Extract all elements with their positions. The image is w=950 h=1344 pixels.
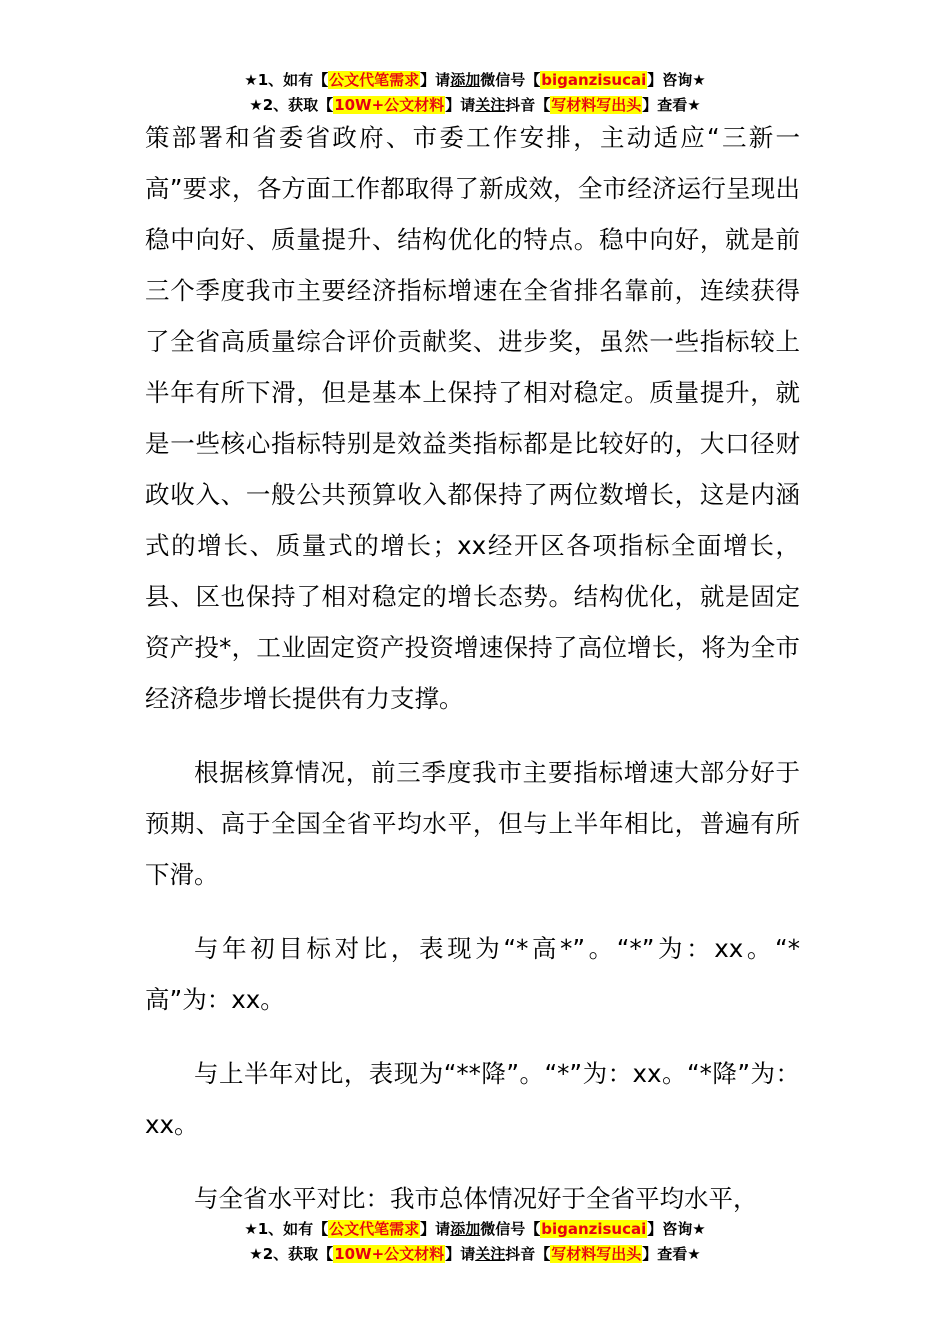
banner-highlight: 公文代笔需求 (329, 71, 420, 89)
banner-text: 】请 (420, 1220, 451, 1238)
banner-text: 】请 (420, 71, 451, 89)
banner-text: ★1、如有【 (244, 1220, 329, 1238)
footer-banner (0, 1217, 950, 1267)
banner-highlight: biganzisucai (541, 1220, 647, 1238)
banner-text: ★2、获取【 (249, 1245, 334, 1263)
banner-text: 】查看★ (642, 96, 701, 114)
paragraph: 与年初目标对比，表现为“*高*”。“*”为：xx。“*高”为：xx。 (145, 934, 800, 1014)
paragraph: 与上半年对比，表现为“**降”。“*”为：xx。“*降”为：xx。 (145, 1059, 800, 1139)
banner-line-1 (0, 1217, 950, 1242)
banner-text: 微信号【 (480, 71, 541, 89)
banner-emphasis: 添加 (450, 71, 481, 89)
banner-text: ★1、如有【 (244, 71, 329, 89)
document-body (145, 112, 800, 1224)
paragraph: 策部署和省委省政府、市委工作安排，主动适应“三新一高”要求，各方面工作都取得了新成效，全市经济运行呈现出稳中向好、质量提升、结构优化的特点。稳中向好，就是前三个季度我市主要经济指标增速在全省排名靠前，连续获得了全省高质量综合评价贡献奖、进步奖，虽然一些指标较上半年有所下滑，但是基本上保持了相对稳定。质量提升，就是一些核心指标特别是效益类指标都是比较好的，大口径财政收入、一般公共预算收入都保持了两位数增长，这是内涵式的增长、质量式的增长；xx经开区各项指标全面增长，县、区也保持了相对稳定的增长态势。结构优化，就是固定资产投*，工业固定资产投资增速保持了高位增长，将为全市经济稳步增长提供有力支撑。 (145, 123, 800, 713)
banner-highlight: 10W+公文材料 (334, 1245, 445, 1263)
banner-text: 】咨询★ (647, 1220, 706, 1238)
header-banner (0, 68, 950, 118)
banner-emphasis: 添加 (450, 1220, 481, 1238)
banner-text: 】咨询★ (647, 71, 706, 89)
banner-emphasis: 关注 (475, 96, 506, 114)
banner-line-1 (0, 68, 950, 93)
banner-text: 抖音【 (505, 96, 551, 114)
banner-text: ★2、获取【 (249, 96, 334, 114)
banner-text: 微信号【 (480, 1220, 541, 1238)
banner-highlight: 写材料写出头 (551, 96, 642, 114)
banner-text: 】查看★ (642, 1245, 701, 1263)
banner-highlight: 10W+公文材料 (334, 96, 445, 114)
banner-line-2 (0, 1242, 950, 1267)
banner-highlight: 公文代笔需求 (329, 1220, 420, 1238)
banner-highlight: 写材料写出头 (551, 1245, 642, 1263)
banner-text: 】请 (445, 1245, 476, 1263)
banner-highlight: biganzisucai (541, 71, 647, 89)
banner-text: 抖音【 (505, 1245, 551, 1263)
paragraph: 与全省水平对比：我市总体情况好于全省平均水平， (194, 1184, 758, 1213)
paragraph: 根据核算情况，前三季度我市主要指标增速大部分好于预期、高于全国全省平均水平，但与上半年相比，普遍有所下滑。 (145, 758, 800, 889)
banner-emphasis: 关注 (475, 1245, 506, 1263)
banner-text: 】请 (445, 96, 476, 114)
